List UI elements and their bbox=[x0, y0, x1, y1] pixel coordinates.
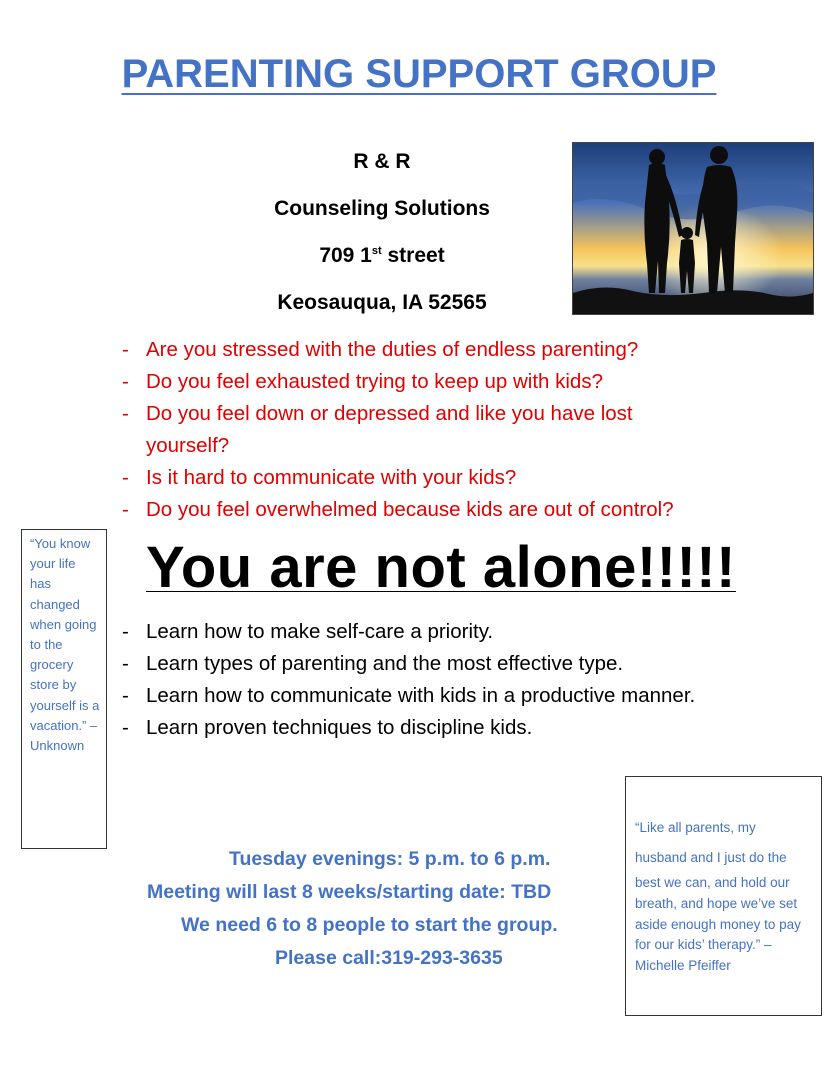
street-address: 709 1st street bbox=[319, 244, 445, 267]
meeting-duration: Meeting will last 8 weeks/starting date: TBD bbox=[147, 881, 552, 903]
org-subtitle: Counseling Solutions bbox=[274, 197, 490, 220]
contact-phone: Please call:319-293-3635 bbox=[275, 947, 503, 969]
list-item: - Do you feel down or depressed and like you have lost yourself? bbox=[122, 402, 633, 457]
quote-box-left bbox=[21, 529, 107, 849]
list-item: - Learn how to make self-care a priority. bbox=[122, 620, 494, 643]
group-size-note: We need 6 to 8 people to start the group. bbox=[181, 914, 558, 936]
list-item: - Learn types of parenting and the most effective type. bbox=[122, 652, 624, 675]
questions-list bbox=[120, 334, 760, 526]
list-item: - Do you feel overwhelmed because kids are out of control? bbox=[122, 498, 674, 521]
page-title: PARENTING SUPPORT GROUP bbox=[121, 52, 717, 96]
city-state-zip: Keosauqua, IA 52565 bbox=[277, 291, 487, 314]
quote-line: husband and I just do the bbox=[635, 849, 787, 865]
headline: You are not alone!!!!! bbox=[146, 535, 736, 600]
learn-list bbox=[120, 616, 760, 744]
list-item: - Is it hard to communicate with your kids? bbox=[122, 466, 517, 489]
quote-line: “Like all parents, my bbox=[635, 820, 756, 835]
list-item: - Do you feel exhausted trying to keep up with kids? bbox=[122, 370, 603, 393]
quote-box-right bbox=[625, 776, 822, 1016]
quote-text: “You know your life has changed when going to the grocery store by yourself is a vacation.” – Unknown bbox=[30, 536, 100, 754]
family-silhouette-sunset-photo bbox=[572, 142, 814, 315]
list-item: - Are you stressed with the duties of endless parenting? bbox=[122, 338, 639, 361]
org-name: R & R bbox=[353, 150, 411, 173]
list-item: - Learn how to communicate with kids in a productive manner. bbox=[122, 684, 696, 707]
quote-line: breath, and hope we’ve set aside enough money to pay for our kids’ therapy.” – Michelle Pfeiffer bbox=[635, 896, 801, 973]
list-item: - Learn proven techniques to discipline kids. bbox=[122, 716, 533, 739]
quote-line: best we can, and hold our bbox=[635, 875, 790, 890]
meeting-schedule: Tuesday evenings: 5 p.m. to 6 p.m. bbox=[229, 848, 551, 870]
